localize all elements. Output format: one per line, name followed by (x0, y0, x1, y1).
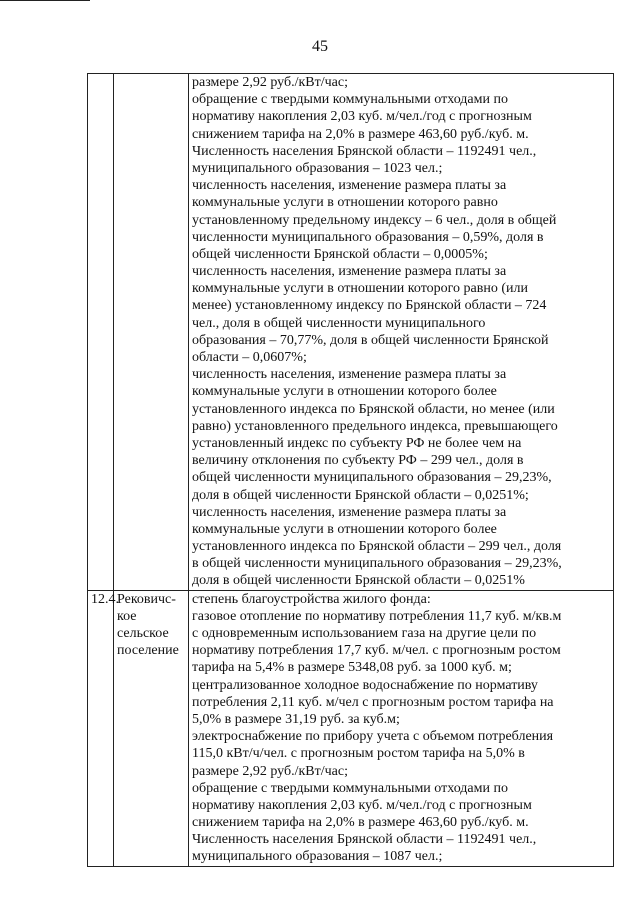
table-row (88, 590, 614, 866)
text-line: тарифа на 5,4% в размере 5348,08 руб. за 1000 куб. м; (192, 660, 512, 676)
text-line: муниципального образования – 1023 чел.; (192, 160, 443, 176)
settlement-name-line: кое (117, 608, 137, 624)
item-number: 12.4. (88, 590, 114, 866)
text-line: установленного индекса по Брянской области, но менее (или (192, 401, 555, 417)
text-line: менее) установленному индексу по Брянской области – 724 (192, 298, 547, 314)
text-line: образования – 70,77%, доля в общей численности Брянской (192, 332, 549, 348)
text-line: степень благоустройства жилого фонда: (192, 591, 431, 607)
settlement-name-line: поселение (117, 643, 179, 659)
text-line: потребления 2,11 куб. м/чел с прогнозным ростом тарифа на (192, 694, 554, 710)
description-cell (189, 74, 614, 591)
text-line: численности муниципального образования – 0,59%, доля в (192, 229, 544, 245)
page-number: 45 (312, 38, 328, 55)
text-line: 115,0 кВт/ч/чел. с прогнозным ростом тарифа на 5,0% в (192, 746, 525, 762)
text-line: коммунальные услуги в отношении которого равно (или (192, 281, 528, 297)
text-line: установленного индекса по Брянской области – 299 чел., доля (192, 539, 562, 555)
text-line: общей численности Брянской области – 0,0005%; (192, 246, 488, 262)
table-row (88, 74, 614, 591)
text-line: коммунальные услуги в отношении которого более (192, 521, 497, 537)
text-line: коммунальные услуги в отношении которого равно (192, 195, 498, 211)
text-line: муниципального образования – 1087 чел.; (192, 849, 443, 865)
text-line: 5,0% в размере 31,19 руб. за куб.м; (192, 711, 400, 727)
text-line: централизованное холодное водоснабжение по нормативу (192, 677, 538, 693)
description-cell (189, 590, 614, 866)
text-line: размере 2,92 руб./кВт/час; (192, 75, 348, 90)
text-line: обращение с твердыми коммунальными отходами по (192, 780, 508, 796)
settlement-name (114, 74, 189, 591)
data-table (87, 73, 614, 867)
settlement-name-line: Рековичс- (117, 591, 176, 607)
text-line: чел., доля в общей численности муниципального (192, 315, 486, 331)
text-line: численность населения, изменение размера платы за (192, 178, 507, 194)
text-line: размере 2,92 руб./кВт/час; (192, 763, 348, 779)
settlement-name (114, 590, 189, 866)
item-number (88, 74, 114, 591)
text-line: снижением тарифа на 2,0% в размере 463,60 руб./куб. м. (192, 126, 529, 142)
text-line: коммунальные услуги в отношении которого более (192, 384, 497, 400)
text-line: Численность населения Брянской области – 1192491 чел., (192, 143, 537, 159)
text-line: нормативу накопления 2,03 куб. м/чел./год с прогнозным (192, 109, 532, 125)
text-line: в общей численности муниципального образования – 29,23%, (192, 556, 562, 572)
text-line: обращение с твердыми коммунальными отходами по (192, 92, 508, 108)
text-line: нормативу накопления 2,03 куб. м/чел./год с прогнозным (192, 797, 532, 813)
text-line: доля в общей численности Брянской области – 0,0251%; (192, 487, 529, 503)
text-line: численность населения, изменение размера платы за (192, 367, 507, 383)
text-line: величину отклонения по субъекту РФ – 299 чел., доля в (192, 453, 524, 469)
settlement-name-line: сельское (117, 626, 169, 642)
text-line: Численность населения Брянской области – 1192491 чел., (192, 832, 537, 848)
text-line: нормативу потребления 17,7 куб. м/чел. с прогнозным ростом (192, 643, 561, 659)
text-line: установленный индекс по субъекту РФ не более чем на (192, 435, 522, 451)
text-line: с одновременным использованием газа на другие цели по (192, 626, 537, 641)
text-line: установленному предельному индексу – 6 чел., доля в общей (192, 212, 557, 228)
text-line: численность населения, изменение размера платы за (192, 504, 507, 520)
top-rule (0, 0, 90, 1)
text-line: общей численности муниципального образования – 29,23%, (192, 470, 552, 486)
text-line: снижением тарифа на 2,0% в размере 463,60 руб./куб. м. (192, 815, 529, 831)
text-line: области – 0,0607%; (192, 350, 307, 365)
text-line: электроснабжение по прибору учета с объемом потребления (192, 729, 554, 745)
text-line: численность населения, изменение размера платы за (192, 264, 507, 280)
text-line: доля в общей численности Брянской области – 0,0251% (192, 573, 525, 589)
text-line: равно) установленного предельного индекса, превышающего (192, 418, 558, 434)
text-line: газовое отопление по нормативу потребления 11,7 куб. м/кв.м (192, 608, 562, 624)
